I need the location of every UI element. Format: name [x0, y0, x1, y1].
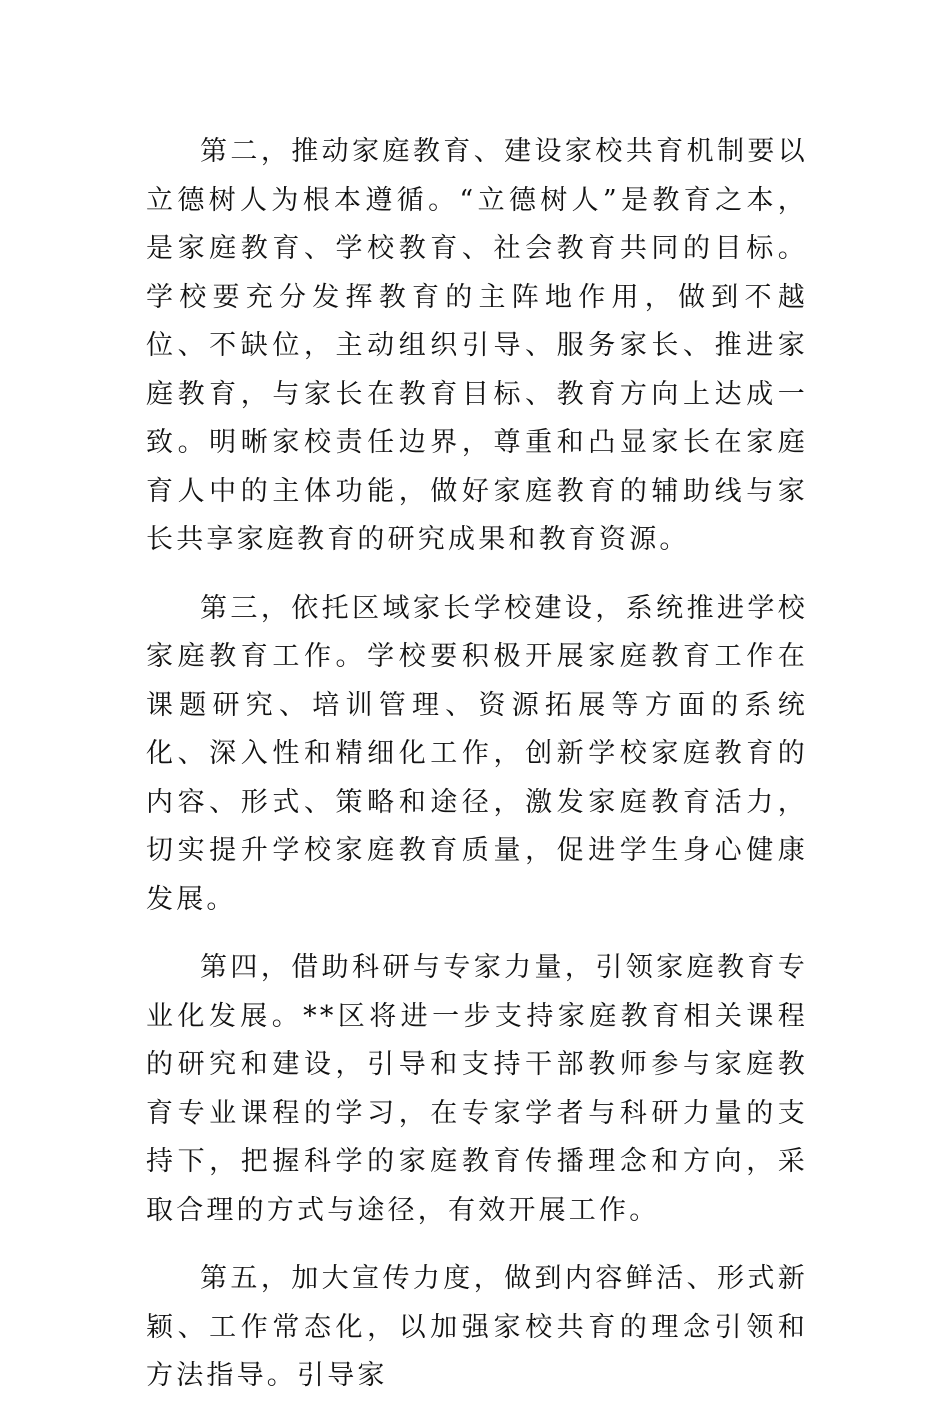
document-body — [146, 128, 808, 1421]
paragraph-second: 第二，推动家庭教育、建设家校共育机制要以立德树人为根本遵循。“立德树人”是教育之本，是家庭教育、学校教育、社会教育共同的目标。学校要充分发挥教育的主阵地作用，做到不越位、不缺位，主动组织引导、服务家长、推进家庭教育，与家长在教育目标、教育方向上达成一致。明晰家校责任边界，尊重和凸显家长在家庭育人中的主体功能，做好家庭教育的辅助线与家长共享家庭教育的研究成果和教育资源。 — [146, 136, 808, 555]
paragraph-third: 第三，依托区域家长学校建设，系统推进学校家庭教育工作。学校要积极开展家庭教育工作在课题研究、培训管理、资源拓展等方面的系统化、深入性和精细化工作，创新学校家庭教育的内容、形式、策略和途径，激发家庭教育活力，切实提升学校家庭教育质量，促进学生身心健康发展。 — [146, 592, 808, 915]
paragraph-fourth: 第四，借助科研与专家力量，引领家庭教育专业化发展。**区将进一步支持家庭教育相关课程的研究和建设，引导和支持干部教师参与家庭教育专业课程的学习，在专家学者与科研力量的支持下，把握科学的家庭教育传播理念和方向，采取合理的方式与途径，有效开展工作。 — [146, 952, 808, 1226]
paragraph-fifth: 第五，加大宣传力度，做到内容鲜活、形式新颖、工作常态化，以加强家校共育的理念引领和方法指导。引导家 — [146, 1263, 808, 1391]
